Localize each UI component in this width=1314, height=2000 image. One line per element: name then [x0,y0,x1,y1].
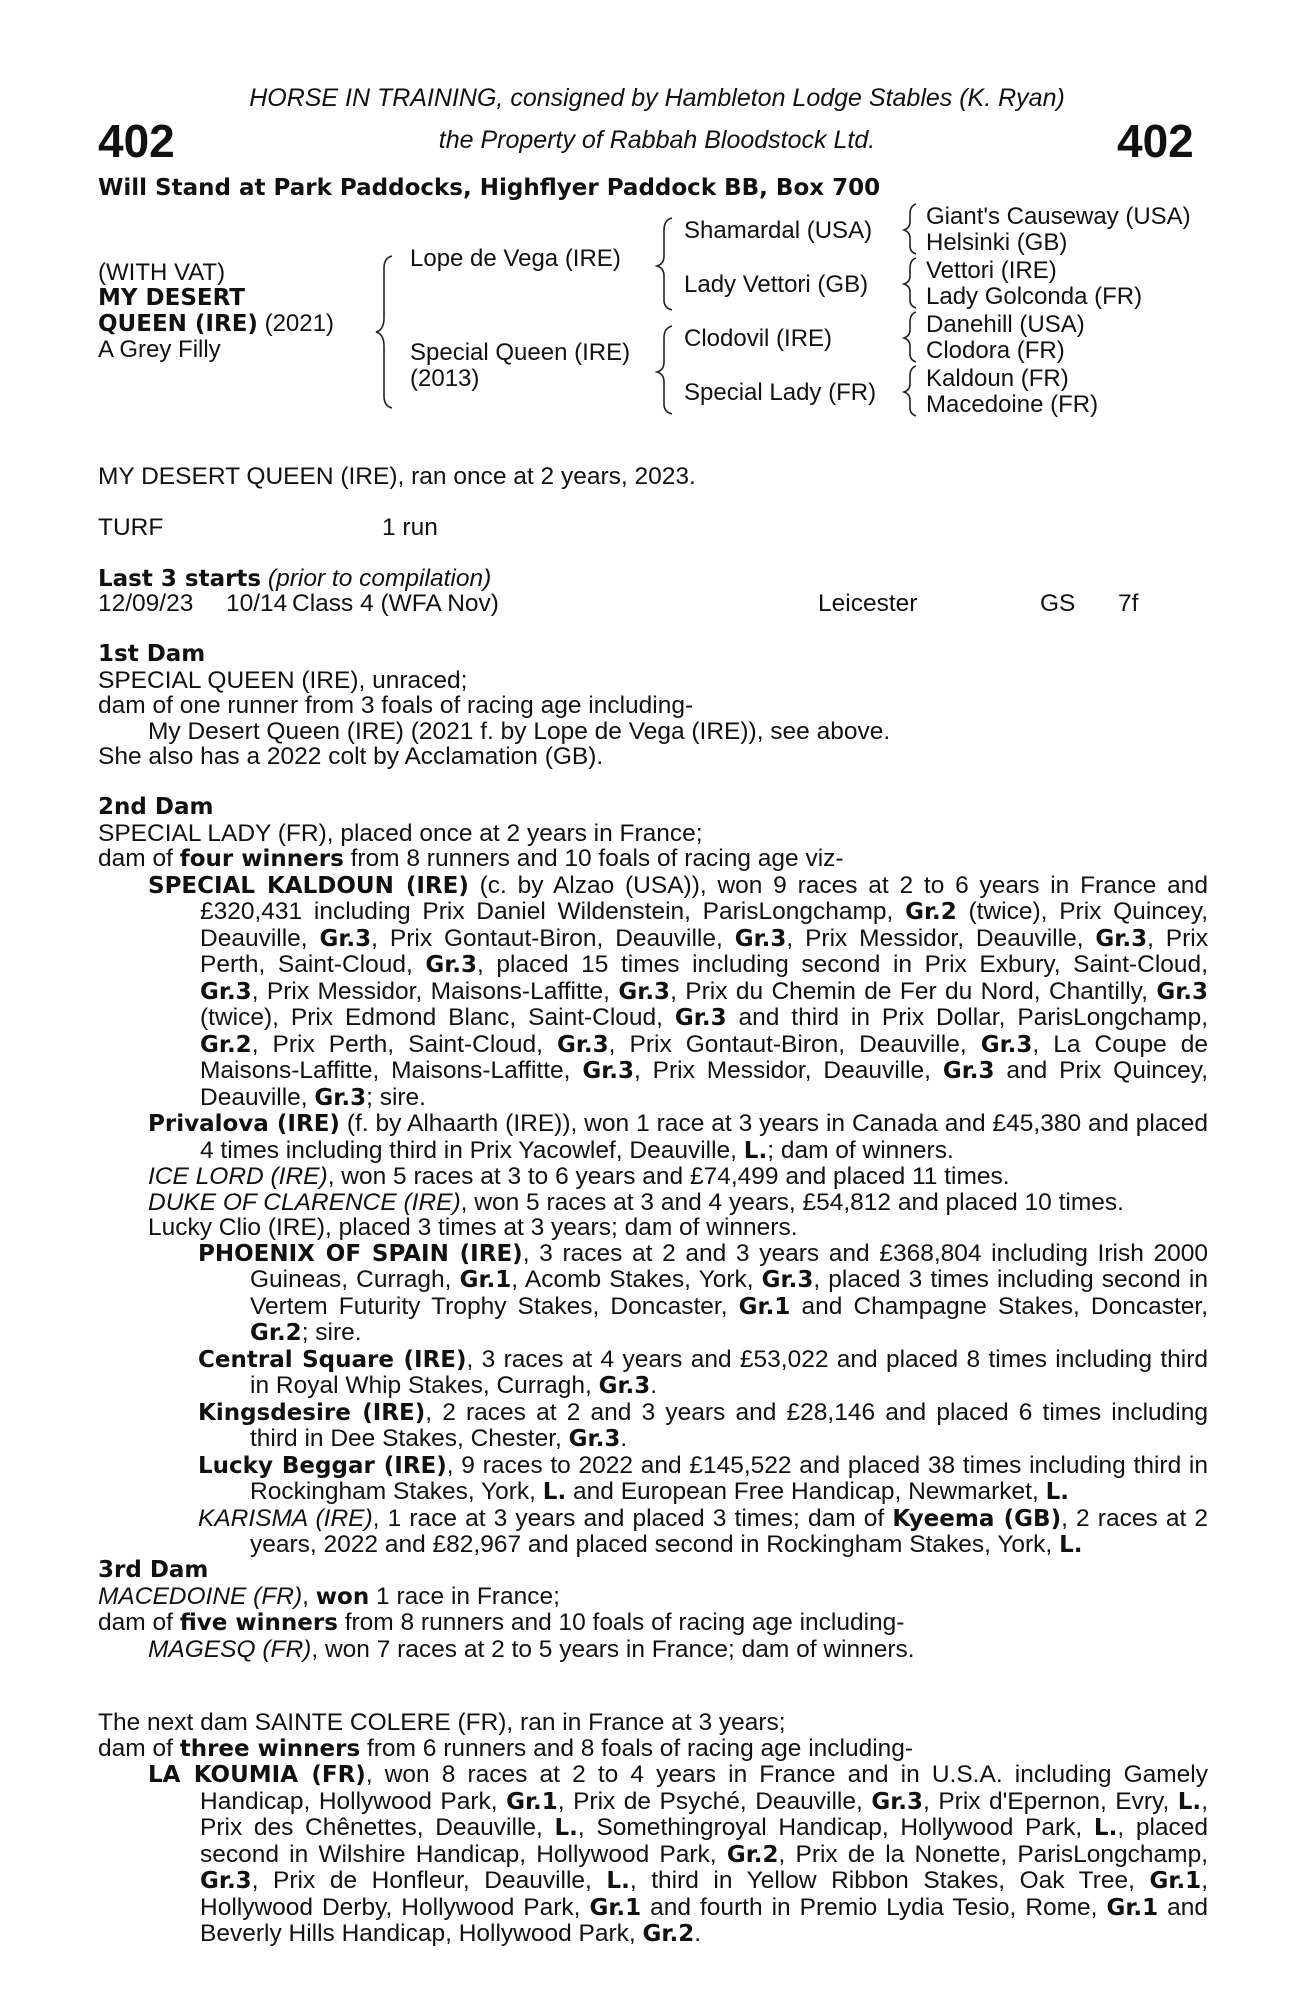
grade: L. [743,1137,768,1164]
text: , Prix Gontaut-Biron, Deauville, [371,924,735,952]
text: , 3 races at 4 years and £53,022 and placed 8 times including third in Royal Whip Stakes, Curragh, [250,1345,1208,1399]
grade: L. [1093,1815,1118,1841]
next-dam-line2 [98,1736,1208,1763]
text: , Prix Perth, Saint-Cloud, [251,1030,557,1058]
text: , Acomb Stakes, York, [511,1266,762,1293]
text: , 2 races at 2 and 3 years and £28,146 and placed 6 times including third in Dee Stakes, Chester, [250,1398,1208,1452]
grade: L. [542,1479,567,1505]
text: , 1 race at 3 years and placed 3 times; dam of [372,1504,893,1532]
grade: Gr.2 [726,1841,779,1868]
text: from 8 runners and 10 foals of racing age viz- [343,845,844,872]
start-going: GS [1040,590,1076,617]
text: dam of [98,1734,180,1762]
start-course: Leicester [818,590,918,617]
text: , Prix d'Epernon, Evry, [923,1787,1178,1815]
grandsire-4: Lady Golconda (FR) [926,283,1143,310]
grade: Gr.2 [905,899,957,925]
first-dam-line4: She also has a 2022 colt by Acclamation (GB). [98,743,604,770]
produce-lucky-clio: Lucky Clio (IRE), placed 3 times at 3 years; dam of winners. [148,1214,798,1241]
grandprogeny-central-square [98,1347,1208,1400]
text: , Prix du Chemin de Fer du Nord, Chantilly, [670,977,1157,1005]
start-distance: 7f [1118,590,1139,617]
text: , La Coupe de Maisons-Laffitte, Maisons-Laffitte, [200,1030,1208,1084]
first-dam-line2: dam of one runner from 3 foals of racing age including- [98,692,694,719]
dam-sire: Clodovil (IRE) [684,325,833,352]
text: , Hollywood Derby, Hollywood Park, [200,1867,1208,1921]
third-dam-line2 [98,1610,1208,1637]
text: dam of [98,845,180,872]
grandprogeny-phoenix-of-spain [98,1241,1208,1347]
grandprogeny-kingsdesire [98,1400,1208,1453]
text: and third in Prix Dollar, ParisLongchamp, [726,1004,1209,1031]
won-label: won [315,1583,370,1610]
text: (f. by Alhaarth (IRE)), won 1 race at 3 years in Canada and £45,380 and placed 4 times including third in Prix Yacowlef, Deauville, [200,1110,1209,1164]
produce-name: KARISMA (IRE) [198,1504,373,1532]
text: from 6 runners and 8 foals of racing age including- [360,1734,914,1762]
last-starts-heading [98,566,491,593]
text: ; dam of winners. [767,1136,954,1164]
produce-name: PHOENIX OF SPAIN (IRE) [198,1240,523,1267]
grade: Gr.1 [589,1894,642,1921]
text: dam of [98,1609,180,1636]
grade: L. [606,1868,630,1894]
grade: Gr.3 [568,1426,621,1452]
horse-name: QUEEN (IRE) [98,311,258,337]
first-dam-line3: My Desert Queen (IRE) (2021 f. by Lope de Vega (IRE)), see above. [148,717,891,745]
winners-count: five winners [179,1610,338,1636]
produce-name: LA KOUMIA (FR) [148,1762,366,1788]
text: . [650,1372,658,1399]
text: (twice), Prix Quincey, Deauville, [200,898,1208,952]
start-date: 12/09/23 [98,590,194,617]
text: , Prix de la Nonette, ParisLongchamp, [778,1840,1209,1868]
text: , placed 3 times including second in Vertem Futurity Trophy Stakes, Doncaster, [250,1266,1208,1320]
grade: Gr.2 [200,1031,252,1058]
grade: Gr.3 [761,1267,814,1293]
sire-sire: Shamardal (USA) [684,217,873,244]
text: , 3 races at 2 and 3 years and £368,804 including Irish 2000 Guineas, Curragh, [250,1239,1208,1293]
text: and Prix Quincey, Deauville, [200,1057,1209,1111]
dam-dam: Special Lady (FR) [684,379,877,406]
grade: Gr.1 [506,1788,558,1815]
record-runs: 1 run [382,514,438,541]
text: and European Free Handicap, Newmarket, [566,1478,1046,1505]
produce-name: Kyeema (GB) [892,1505,1062,1532]
second-dam-line2 [98,846,1208,873]
grade: Gr.3 [598,1373,651,1399]
dam-year: (2013) [410,365,480,392]
produce-magesq [98,1637,1208,1663]
lot-number-left: 402 [98,115,175,167]
start-position: 10/14 [226,590,288,617]
text: , third in Yellow Ribbon Stakes, Oak Tree, [629,1867,1150,1894]
text: , won 7 races at 2 to 5 years in France; dam of winners. [311,1635,915,1663]
third-dam-line1 [98,1584,1208,1611]
text: , Prix des Chênettes, Deauville, [200,1787,1208,1841]
grade: Gr.3 [314,1084,367,1111]
text: , won 8 races at 2 to 4 years in France and in U.S.A. including Gamely Handicap, Hollywood Park, [200,1761,1208,1815]
grade: Gr.3 [980,1031,1033,1058]
first-dam-title: 1st Dam [98,641,206,667]
text: . [694,1920,702,1947]
race-summary: MY DESERT QUEEN (IRE), ran once at 2 years, 2023. [98,463,696,490]
produce-name: SPECIAL KALDOUN (IRE) [148,872,469,899]
text: (twice), Prix Edmond Blanc, Saint-Cloud, [200,1004,675,1031]
text: , won 5 races at 3 and 4 years, £54,812 and placed 10 times. [460,1188,1124,1216]
produce-privalova [98,1111,1208,1164]
produce-name: MAGESQ (FR) [148,1635,312,1663]
last-starts-note: (prior to compilation) [261,565,492,592]
text: ; sire. [301,1319,362,1346]
second-dam-title: 2nd Dam [98,794,214,820]
produce-duke-of-clarence [98,1190,1208,1216]
third-dam-section [98,1558,1208,1662]
produce-name: ICE LORD (IRE) [148,1163,328,1190]
next-dam-line1: The next dam SAINTE COLERE (FR), ran in France at 3 years; [98,1709,786,1736]
grade: Gr.3 [871,1788,923,1815]
grade: Gr.3 [556,1031,609,1058]
grade: Gr.2 [250,1320,302,1346]
grandsire-6: Clodora (FR) [926,337,1065,364]
dam: Special Queen (IRE) [410,339,631,366]
grandsire-3: Vettori (IRE) [926,257,1057,284]
record-surface: TURF [98,514,164,541]
horse-description: A Grey Filly [98,336,221,363]
text: , Prix de Honfleur, Deauville, [251,1867,607,1894]
first-dam-section [98,642,1208,770]
text: 1 race in France; [369,1582,560,1610]
vat-note: (WITH VAT) [98,259,226,286]
sire: Lope de Vega (IRE) [410,245,621,272]
property-line: the Property of Rabbah Bloodstock Ltd. [438,126,876,154]
last-starts-title: Last 3 starts [98,566,262,592]
text: , Somethingroyal Handicap, Hollywood Park, [577,1814,1094,1841]
consignor-line: HORSE IN TRAINING, consigned by Hambleton Lodge Stables (K. Ryan) [249,84,1065,112]
text: , 2 races at 2 years, 2022 and £82,967 and placed second in Rockingham Stakes, York, [250,1504,1208,1558]
grandsire-8: Macedoine (FR) [926,391,1099,418]
text: , placed second in Wilshire Handicap, Hollywood Park, [200,1814,1209,1868]
text: ; sire. [366,1083,426,1111]
grade: L. [1059,1532,1083,1558]
text: and fourth in Premio Lydia Tesio, Rome, [641,1893,1107,1921]
horse-name-line1: MY DESERT [98,285,245,311]
text: from 8 runners and 10 foals of racing age including- [337,1609,905,1636]
text: , 9 races to 2022 and £145,522 and placed 38 times including third in Rockingham Stakes, York, [250,1451,1209,1505]
produce-name: DUKE OF CLARENCE (IRE) [148,1188,461,1216]
grade: Gr.3 [582,1058,634,1084]
text: and Champagne Stakes, Doncaster, [790,1292,1208,1320]
grade: Gr.3 [200,1868,252,1894]
grade: Gr.2 [642,1921,695,1947]
grandprogeny-karisma [98,1506,1208,1559]
first-dam-line1: SPECIAL QUEEN (IRE), unraced; [98,666,468,694]
text: , Prix Messidor, Deauville, [634,1057,943,1084]
grade: Gr.3 [319,925,372,952]
grandsire-7: Kaldoun (FR) [926,365,1069,392]
produce-name: Kingsdesire (IRE) [198,1399,426,1426]
grade: Gr.3 [734,925,787,952]
winners-count: four winners [179,846,344,872]
text: , Prix Messidor, Maisons-Laffitte, [251,977,619,1005]
winners-count: three winners [179,1735,361,1762]
produce-ice-lord [98,1164,1208,1190]
grandsire-1: Giant's Causeway (USA) [926,203,1191,230]
text: . [620,1425,628,1452]
text: , Prix de Psyché, Deauville, [557,1787,872,1815]
grade: Gr.3 [425,952,478,978]
grade: Gr.3 [200,978,252,1005]
grandprogeny-lucky-beggar [98,1453,1208,1506]
text: , [302,1582,316,1610]
grade: Gr.1 [1149,1868,1202,1894]
grandsire-5: Danehill (USA) [926,311,1085,338]
next-dam-section [98,1710,1208,1948]
text: (c. by Alzao (USA)), won 9 races at 2 to 6 years in France and £320,431 including Prix Daniel Wildenstein, ParisLongchamp, [200,871,1208,925]
horse-year: (2021) [257,310,334,337]
grade: L. [1177,1788,1202,1815]
text: , Prix Gontaut-Biron, Deauville, [608,1030,981,1058]
grade: Gr.3 [942,1058,995,1084]
produce-special-kaldoun [98,873,1208,1112]
grade: Gr.3 [1095,925,1148,952]
grade: Gr.3 [674,1005,727,1031]
grade: L. [554,1815,578,1841]
sire-dam: Lady Vettori (GB) [684,271,869,298]
text: and Beverly Hills Handicap, Hollywood Park, [200,1893,1209,1947]
third-dam-title: 3rd Dam [98,1557,209,1583]
grade: Gr.3 [618,978,671,1005]
text: , won 5 races at 3 to 6 years and £74,499 and placed 11 times. [327,1163,1010,1190]
stand-location: Will Stand at Park Paddocks, Highflyer Paddock BB, Box 700 [98,175,881,201]
produce-name: Lucky Beggar (IRE) [198,1452,447,1479]
text: , Prix Messidor, Deauville, [786,924,1096,952]
dam-name: MACEDOINE (FR) [98,1582,303,1610]
produce-name: Central Square (IRE) [198,1346,467,1373]
grandsire-2: Helsinki (GB) [926,229,1068,256]
text: , Prix Perth, Saint-Cloud, [200,924,1208,978]
start-race: Class 4 (WFA Nov) [292,590,499,617]
grade: L. [1045,1479,1069,1505]
grade: Gr.3 [1156,978,1208,1005]
second-dam-line1: SPECIAL LADY (FR), placed once at 2 years in France; [98,819,703,847]
produce-la-koumia [98,1762,1208,1948]
grade: Gr.1 [1106,1894,1159,1921]
grade: Gr.1 [738,1293,791,1320]
text: , placed 15 times including second in Prix Exbury, Saint-Cloud, [477,951,1208,978]
produce-name: Privalova (IRE) [148,1111,340,1137]
grade: Gr.1 [459,1267,512,1293]
lot-number-right: 402 [1117,115,1194,167]
second-dam-section [98,795,1208,1559]
